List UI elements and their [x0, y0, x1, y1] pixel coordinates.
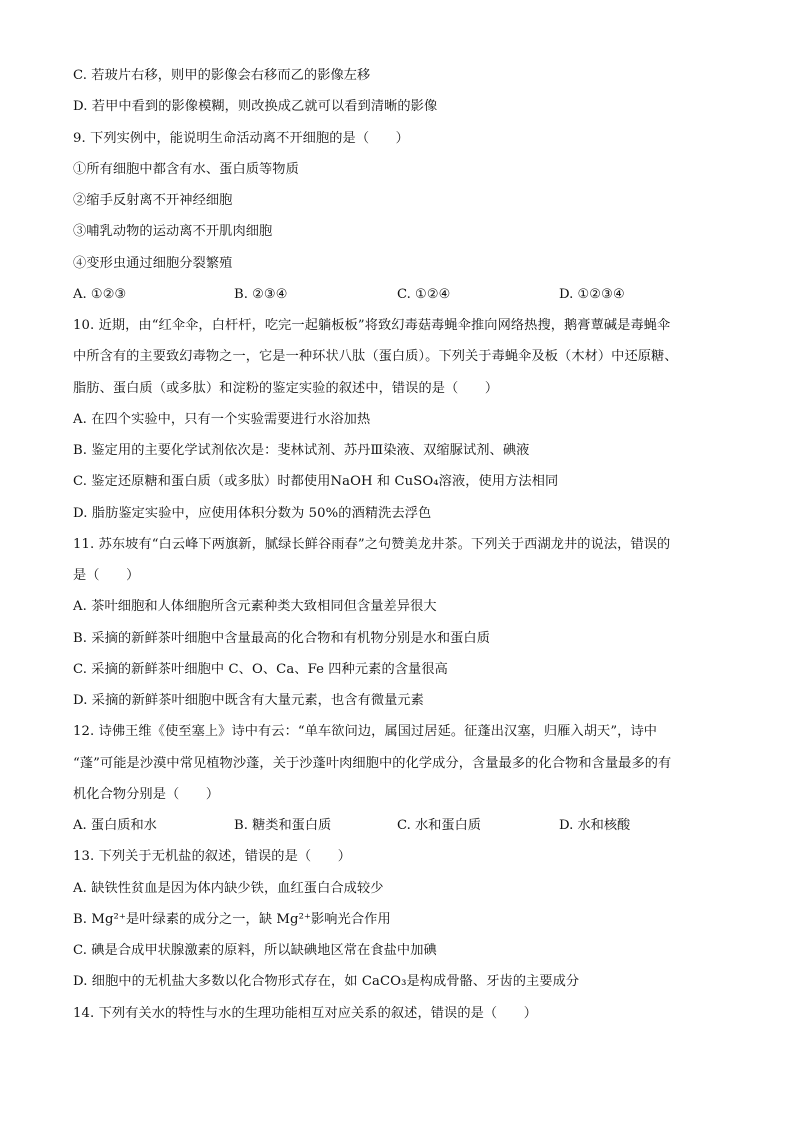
q9-option-d: D. ①②③④: [559, 287, 625, 302]
q9-option-c: C. ①②④: [397, 287, 451, 302]
q12-option-d: D. 水和核酸: [559, 818, 631, 833]
q11-option-d: D. 采摘的新鲜茶叶细胞中既含有大量元素，也含有微量元素: [73, 693, 424, 708]
q10-stem-line-3: 脂肪、蛋白质（或多肽）和淀粉的鉴定实验的叙述中，错误的是（ ）: [73, 381, 499, 396]
q9-stem: 9. 下列实例中，能说明生命活动离不开细胞的是（ ）: [73, 131, 409, 146]
q10-stem-line-2: 中所含有的主要致幻毒物之一，它是一种环状八肽（蛋白质）。下列关于毒蝇伞及板（木材）中还原糖、: [73, 349, 678, 364]
q12-option-a: A. 蛋白质和水: [73, 818, 157, 833]
q10-stem-line-1: 10. 近期，由“红伞伞，白杆杆，吃完一起躺板板”将致幻毒菇毒蝇伞推向网络热搜，鹅膏蕈碱是毒蝇伞: [73, 318, 671, 333]
q8-option-d: D. 若甲中看到的影像模糊，则改换成乙就可以看到清晰的影像: [73, 99, 438, 114]
q14-stem: 14. 下列有关水的特性与水的生理功能相互对应关系的叙述，错误的是（ ）: [73, 1006, 538, 1021]
q9-item-4: ④变形虫通过细胞分裂繁殖: [73, 256, 233, 271]
q13-option-b: B. Mg²⁺是叶绿素的成分之一，缺 Mg²⁺影响光合作用: [73, 912, 391, 927]
q12-option-b: B. 糖类和蛋白质: [234, 818, 332, 833]
q12-option-c: C. 水和蛋白质: [397, 818, 481, 833]
q13-stem: 13. 下列关于无机盐的叙述，错误的是（ ）: [73, 849, 352, 864]
q13-option-d: D. 细胞中的无机盐大多数以化合物形式存在，如 CaCO₃是构成骨骼、牙齿的主要成分: [73, 974, 580, 989]
q13-option-c: C. 碘是合成甲状腺激素的原料，所以缺碘地区常在食盐中加碘: [73, 943, 437, 958]
q8-option-c: C. 若玻片右移，则甲的影像会右移而乙的影像左移: [73, 68, 371, 83]
q9-options: [73, 286, 713, 304]
q9-option-b: B. ②③④: [234, 287, 288, 302]
q13-option-a: A. 缺铁性贫血是因为体内缺少铁，血红蛋白合成较少: [73, 881, 384, 896]
q11-stem-line-2: 是（ ）: [73, 568, 140, 583]
q12-stem-line-2: “蓬”可能是沙漠中常见植物沙蓬，关于沙蓬叶肉细胞中的化学成分，含量最多的化合物和含量最多的有: [73, 756, 672, 771]
q12-options: [73, 817, 713, 835]
q11-stem-line-1: 11. 苏东坡有“白云峰下两旗新，腻绿长鲜谷雨春”之句赞美龙井茶。下列关于西湖龙井的说法，错误的: [73, 537, 671, 552]
q11-option-c: C. 采摘的新鲜茶叶细胞中 C、O、Ca、Fe 四种元素的含量很高: [73, 662, 448, 677]
q10-option-a: A. 在四个实验中，只有一个实验需要进行水浴加热: [73, 412, 371, 427]
q11-option-b: B. 采摘的新鲜茶叶细胞中含量最高的化合物和有机物分别是水和蛋白质: [73, 631, 490, 646]
q9-item-2: ②缩手反射离不开神经细胞: [73, 193, 233, 208]
q10-option-c: C. 鉴定还原糖和蛋白质（或多肽）时都使用NaOH 和 CuSO₄溶液，使用方法相同: [73, 474, 559, 489]
q11-option-a: A. 茶叶细胞和人体细胞所含元素种类大致相同但含量差异很大: [73, 599, 437, 614]
q12-stem-line-3: 机化合物分别是（ ）: [73, 787, 220, 802]
q9-item-1: ①所有细胞中都含有水、蛋白质等物质: [73, 162, 299, 177]
q10-option-d: D. 脂肪鉴定实验中，应使用体积分数为 50%的酒精洗去浮色: [73, 506, 432, 521]
q10-option-b: B. 鉴定用的主要化学试剂依次是：斐林试剂、苏丹Ⅲ染液、双缩脲试剂、碘液: [73, 443, 530, 458]
q9-item-3: ③哺乳动物的运动离不开肌肉细胞: [73, 224, 273, 239]
q9-option-a: A. ①②③: [73, 287, 127, 302]
q12-stem-line-1: 12. 诗佛王维《使至塞上》诗中有云：“单车欲问边，属国过居延。征蓬出汉塞，归雁入胡天”，诗中: [73, 724, 658, 739]
